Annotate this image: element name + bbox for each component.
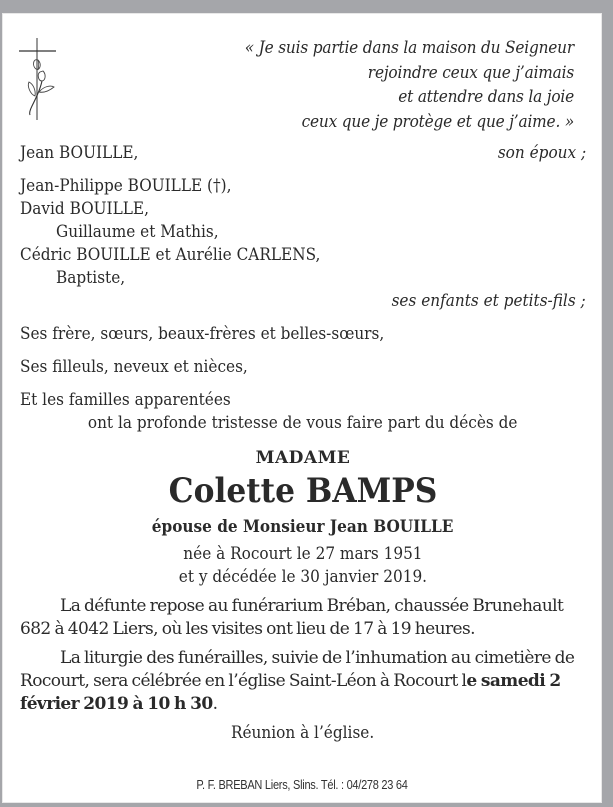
death-line: et y décédée le 30 janvier 2019. <box>178 567 428 587</box>
children-list <box>20 175 586 313</box>
godchildren-line: Ses filleuls, neveux et nièces, <box>20 357 248 377</box>
quote-line: rejoindre ceux que j’aimais <box>367 62 574 82</box>
spouse-row <box>20 142 586 165</box>
quote-line: et attendre dans la joie <box>398 87 574 106</box>
child-entry: Cédric BOUILLE et Aurélie CARLENS, <box>20 245 321 265</box>
funeral-home-text: P. F. BREBAN Liers, Slins. Tél. : 04/278 23 64 <box>196 778 408 792</box>
announcement-text: ont la profonde tristesse de vous faire part du décès de <box>88 413 518 433</box>
meeting-text: Réunion à l’église. <box>231 723 375 743</box>
liturgy-date: e samedi 2 février 2019 à 10 h 30 <box>20 671 561 714</box>
spouse-role: son époux ; <box>497 143 586 163</box>
funeral-home-footer <box>3 778 601 792</box>
liturgy-paragraph <box>20 647 586 716</box>
deceased-name-text: Colette BAMPS <box>168 471 438 511</box>
birth-line: née à Rocourt le 27 mars 1951 <box>183 544 423 564</box>
obituary-card <box>2 13 602 803</box>
liturgy-text: La liturgie des funérailles, suivie de l’inhumation au cimetière de Rocourt, sera célébrée en l’église Saint-Léon à Rocourt l <box>20 648 575 691</box>
announcement-line <box>20 412 586 435</box>
quote-line: ceux que je protège et que j’aime. » <box>301 111 574 131</box>
child-entry: Jean-Philippe BOUILLE (†), <box>20 176 232 196</box>
grandchildren-entry: Guillaume et Mathis, <box>56 222 219 242</box>
children-role-text: ses enfants et petits-fils ; <box>391 291 586 311</box>
grandchildren-entry: Baptiste, <box>56 268 126 288</box>
quote-block <box>245 36 574 134</box>
deceased-dates <box>20 543 586 589</box>
relatives-line: Et les familles apparentées <box>20 390 231 410</box>
obituary-body <box>20 142 586 745</box>
liturgy-end: . <box>212 694 218 714</box>
child-entry: David BOUILLE, <box>20 199 149 219</box>
meeting-line <box>20 722 586 745</box>
visitation-paragraph: La défunte repose au funérarium Bréban, chaussée Brunehault 682 à 4042 Liers, où les visites ont lieu de 17 à 19 heures. <box>20 596 564 639</box>
deceased-name <box>20 470 586 512</box>
deceased-spouse <box>20 516 586 539</box>
siblings-line: Ses frère, sœurs, beaux-frères et belles-sœurs, <box>20 324 385 344</box>
cross-with-rose-icon <box>18 38 58 122</box>
deceased-spouse-text: épouse de Monsieur Jean BOUILLE <box>152 517 454 537</box>
deceased-title: MADAME <box>255 448 351 468</box>
spouse-name: Jean BOUILLE, <box>20 143 139 163</box>
quote-line: « Je suis partie dans la maison du Seigneur <box>244 38 574 57</box>
children-role <box>20 290 586 313</box>
